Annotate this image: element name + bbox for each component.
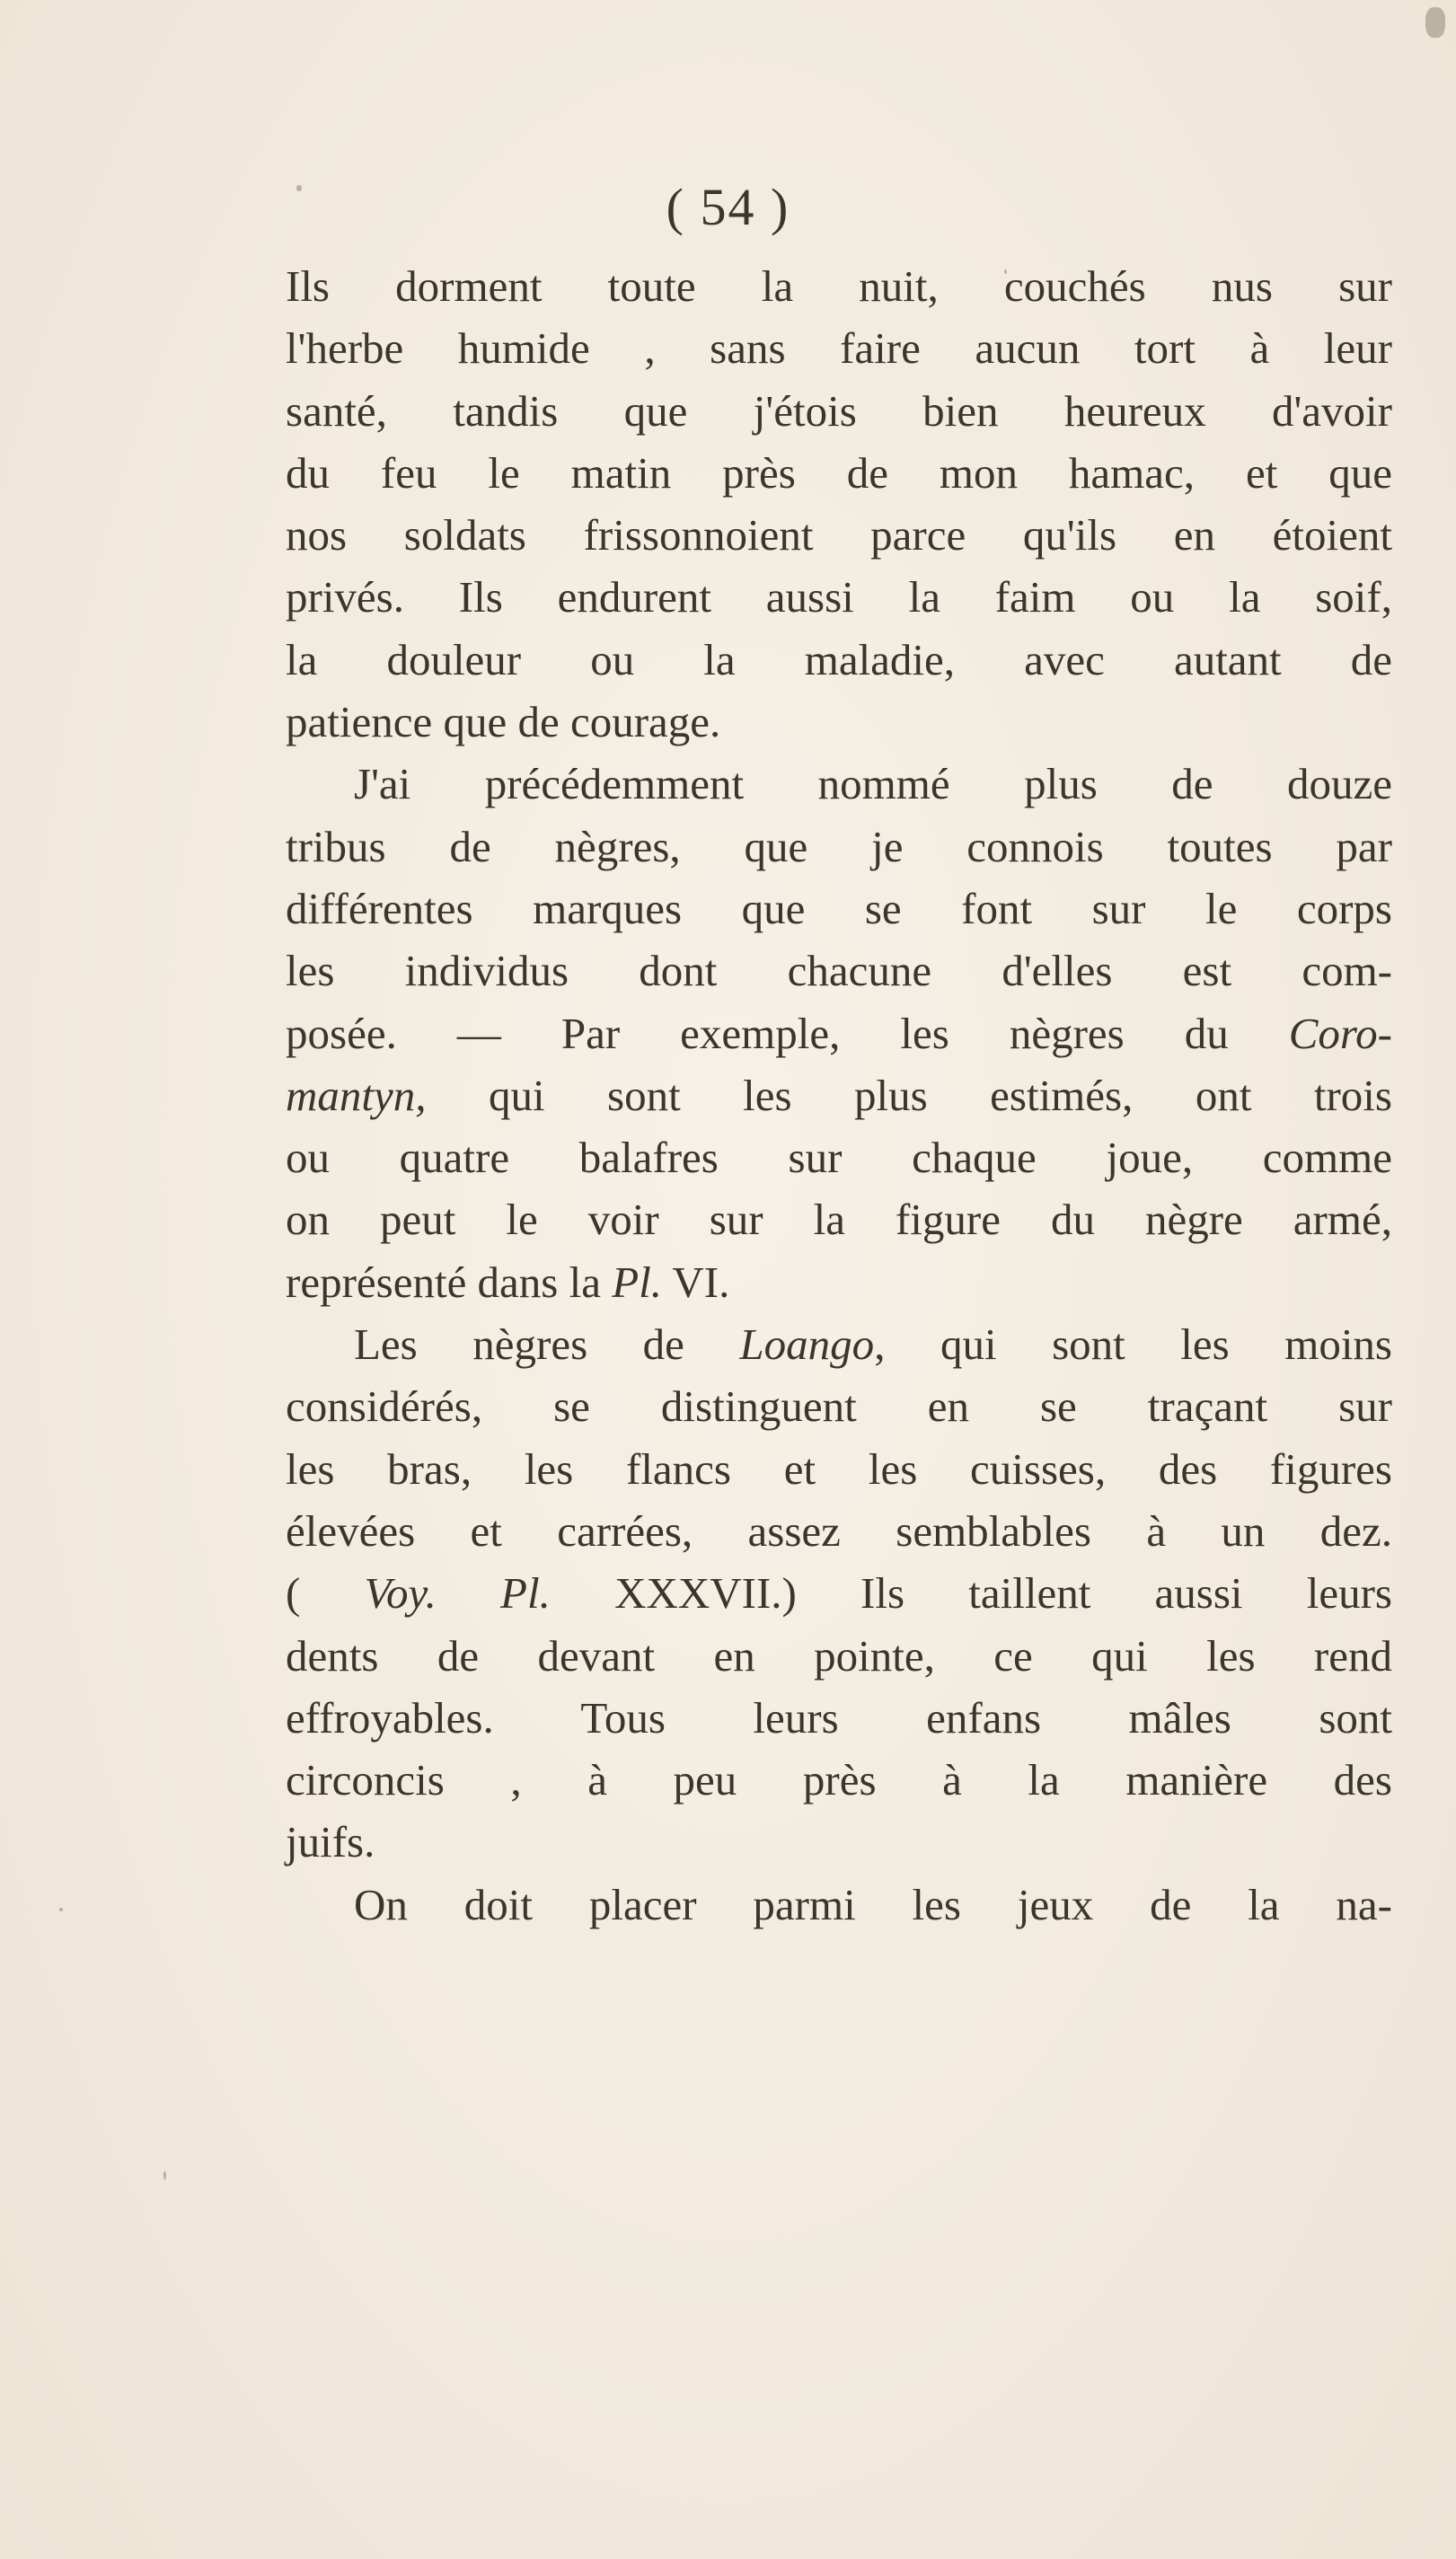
text-line xyxy=(286,1375,1392,1437)
text-line xyxy=(286,629,1392,691)
text-line xyxy=(286,1687,1392,1749)
text-segment: santé, tandis que j'étois bien heureux d'avoir xyxy=(286,385,1392,436)
text-line xyxy=(286,878,1392,940)
text-segment: différentes marques que se font sur le corps xyxy=(286,883,1392,933)
text-segment: On doit placer parmi les jeux de la na- xyxy=(354,1879,1392,1929)
text-segment: du feu le matin près de mon hamac, et que xyxy=(286,447,1392,498)
italic-text: Coro- xyxy=(1288,1008,1392,1058)
text-segment: considérés, se distinguent en se traçant sur xyxy=(286,1381,1392,1432)
text-segment: XXXVII.) Ils taillent aussi leurs xyxy=(550,1568,1393,1619)
text-line xyxy=(286,816,1392,878)
text-line xyxy=(286,1811,1392,1873)
text-line xyxy=(286,940,1392,1002)
page-number: ( 54 ) xyxy=(666,178,790,236)
text-line xyxy=(286,1438,1392,1500)
text-segment: privés. Ils endurent aussi la faim ou la soif, xyxy=(286,572,1392,622)
ink-speck xyxy=(163,2171,166,2180)
text-segment: tribus de nègres, que je connois toutes par xyxy=(286,821,1392,871)
text-line xyxy=(286,1064,1392,1126)
text-line xyxy=(286,753,1392,815)
text-line xyxy=(286,691,1392,753)
text-segment: Ils dorment toute la nuit, couchés nus sur xyxy=(286,261,1392,311)
text-segment: , qui sont les moins xyxy=(874,1319,1392,1370)
paper-stain xyxy=(1425,7,1445,38)
text-line xyxy=(286,1126,1392,1188)
text-line xyxy=(286,1625,1392,1687)
text-line xyxy=(286,1562,1392,1624)
text-segment: élevées et carrées, assez semblables à un dez. xyxy=(286,1505,1392,1556)
text-segment: circoncis , à peu près à la manière des xyxy=(286,1755,1392,1805)
text-segment: la douleur ou la maladie, avec autant de xyxy=(286,634,1392,684)
text-segment: Les nègres de xyxy=(354,1319,740,1370)
text-segment: les individus dont chacune d'elles est com- xyxy=(286,946,1392,996)
italic-text: mantyn, xyxy=(286,1070,427,1120)
text-segment: ou quatre balafres sur chaque joue, comme xyxy=(286,1133,1392,1183)
italic-text: Pl. xyxy=(612,1257,663,1307)
text-segment: les bras, les flancs et les cuisses, des figures xyxy=(286,1443,1392,1494)
text-line xyxy=(286,1749,1392,1811)
text-segment: représenté dans la xyxy=(286,1257,613,1307)
italic-text: Loango xyxy=(739,1319,875,1370)
text-segment: on peut le voir sur la figure du nègre armé, xyxy=(286,1195,1392,1245)
text-segment: effroyables. Tous leurs enfans mâles sont xyxy=(286,1692,1392,1743)
text-line xyxy=(286,1188,1392,1250)
text-line xyxy=(286,1874,1392,1936)
text-line xyxy=(286,504,1392,566)
text-segment: VI. xyxy=(662,1257,730,1307)
text-line xyxy=(286,1500,1392,1562)
text-line xyxy=(286,442,1392,504)
text-line xyxy=(286,317,1392,379)
text-segment: ( xyxy=(286,1568,365,1619)
text-segment: posée. — Par exemple, les nègres du xyxy=(286,1008,1289,1058)
text-segment: dents de devant en pointe, ce qui les rend xyxy=(286,1630,1392,1681)
text-segment: qui sont les plus estimés, ont trois xyxy=(426,1070,1392,1120)
text-segment: patience que de courage. xyxy=(286,697,721,747)
text-line xyxy=(286,255,1392,317)
text-segment: nos soldats frissonnoient parce qu'ils en étoient xyxy=(286,510,1392,560)
text-line xyxy=(286,1313,1392,1375)
text-segment: juifs. xyxy=(286,1817,375,1867)
text-segment: l'herbe humide , sans faire aucun tort à leur xyxy=(286,323,1392,374)
text-line xyxy=(286,1251,1392,1313)
ink-speck xyxy=(59,1908,63,1911)
text-line xyxy=(286,566,1392,628)
body-text xyxy=(286,255,1392,1936)
text-segment: J'ai précédemment nommé plus de douze xyxy=(354,759,1392,809)
italic-text: Voy. Pl. xyxy=(364,1568,551,1619)
text-line xyxy=(286,1002,1392,1064)
text-line xyxy=(286,380,1392,442)
